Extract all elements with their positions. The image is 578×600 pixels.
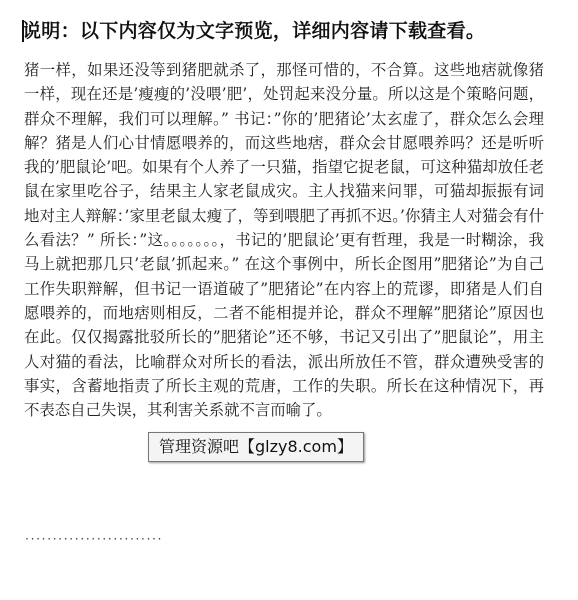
document-body	[24, 58, 544, 422]
body-paragraph: 猪一样，如果还没等到猪肥就杀了，那怪可惜的，不合算。这些地痞就像猪一样，现在还是’瘦瘦的’没喂’肥’，处罚起来没分量。所以这是个策略问题，群众不理解，我们可以理解。” 书记：”你的’肥猪论’太玄虚了，群众怎么会理解？猪是人们心甘情愿喂养的，而这些地痞，群众会甘愿喂养吗？还是听听我的’肥鼠论’吧。如果有个人养了一只猫，指望它捉老鼠，可这种猫却放任老鼠在家里吃谷子，结果主人家老鼠成灾。主人找猫来问罪，可猫却振振有词地对主人辩解：’家里老鼠太瘦了，等到喂肥了再抓不迟。’你猜主人对猫会有什么看法？” 所长：”这。。。。。。。，书记的’肥鼠论’更有哲理，我是一时糊涂，我马上就把那几只’老鼠’抓起来。” 在这个事例中，所长企图用”肥猪论”为自己工作失职辩解，但书记一语道破了”肥猪论”在内容上的荒谬，即猪是人们自愿喂养的，而地痞则相反，二者不能相提并论，群众不理解”肥猪论”原因也在此。仅仅揭露批驳所长的”肥猪论”还不够，书记又引出了”肥鼠论”，用主人对猫的看法，比喻群众对所长的看法，派出所放任不管，群众遭殃受害的事实，含蓄地指责了所长主观的荒唐，工作的失职。所长在这种情况下，再不表态自己失误，其利害关系就不言而喻了。	[24, 61, 544, 420]
preview-notice: 说明：以下内容仅为文字预览，详细内容请下载查看。	[22, 20, 486, 42]
watermark-banner: 管理资源吧【glzy8.com】	[148, 432, 364, 462]
ellipsis-dots: ·························	[24, 534, 163, 545]
